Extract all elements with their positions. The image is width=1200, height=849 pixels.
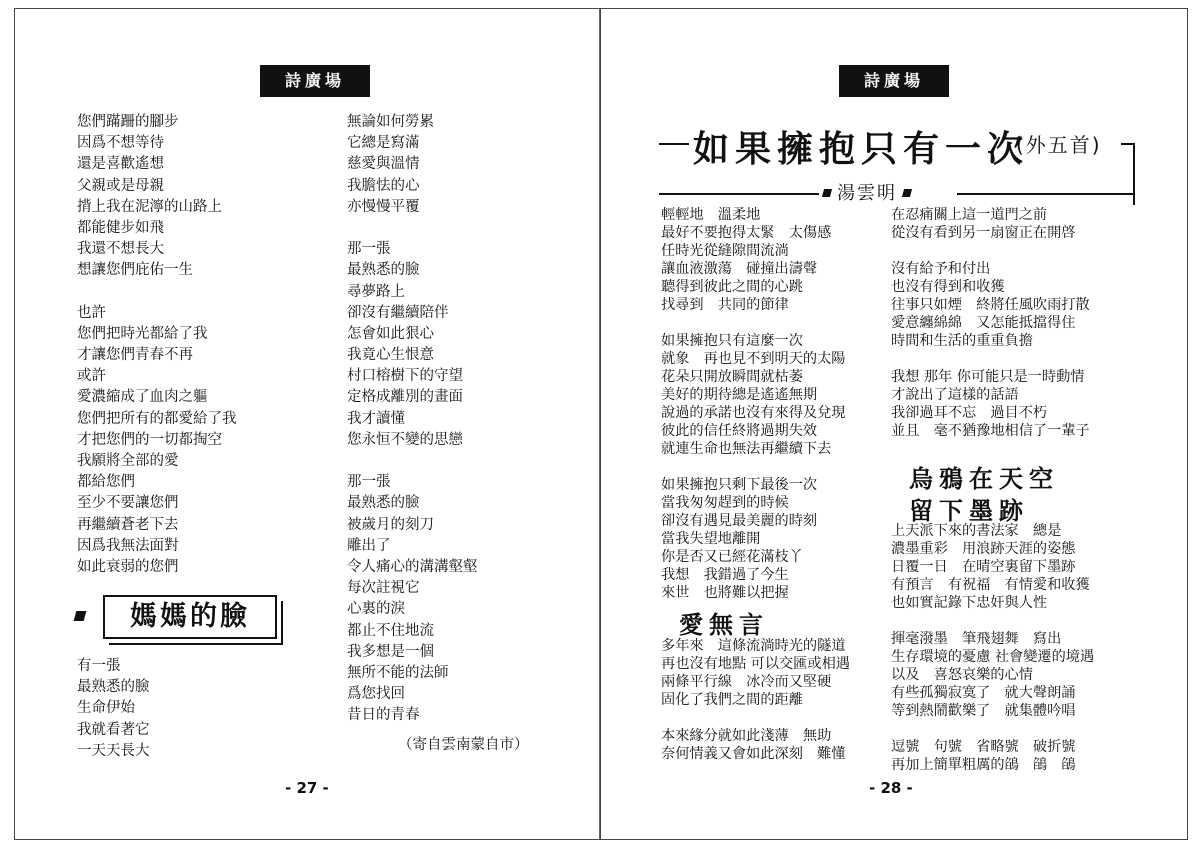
stanza bbox=[661, 332, 845, 458]
poem-line: 都止不住地流 bbox=[347, 622, 434, 639]
poem-line: 兩條平行線 冰冷而又堅硬 bbox=[661, 674, 832, 690]
poem-line: 有一張 bbox=[77, 658, 121, 674]
poem-line: 來世 也將難以把握 bbox=[661, 585, 789, 601]
poem-line: 我多想是一個 bbox=[347, 643, 434, 660]
poem-line: 上天派下來的書法家 總是 bbox=[891, 523, 1062, 539]
poem-line: 再加上簡單粗厲的鵮 鵮 鵮 bbox=[891, 757, 1076, 773]
title-rule-right bbox=[1121, 143, 1133, 145]
poem-line: 本來緣分就如此淺薄 無助 bbox=[661, 728, 832, 744]
poem-line: 尋夢路上 bbox=[347, 283, 405, 300]
poem-line: 一天天長大 bbox=[77, 742, 150, 759]
poem-line: 至少不要讓您們 bbox=[77, 495, 179, 512]
bullet-mark bbox=[74, 611, 87, 621]
stanza bbox=[891, 206, 1090, 242]
poem-line: 我才讀懂 bbox=[347, 410, 405, 427]
right-column-1 bbox=[661, 206, 845, 602]
poem-line: 我膽怯的心 bbox=[347, 177, 420, 194]
poem-line: 輕輕地 溫柔地 bbox=[661, 207, 761, 223]
page-number: - 28 - bbox=[869, 779, 913, 797]
stanza bbox=[891, 630, 1094, 720]
poem-line: 聽得到彼此之間的心跳 bbox=[661, 279, 803, 295]
poem-line: 濃墨重彩 用浪跡天涯的姿態 bbox=[891, 541, 1076, 557]
left-column-1 bbox=[77, 112, 237, 578]
title-rule-vertical bbox=[1133, 143, 1135, 205]
poem-line: 日覆一日 在晴空裏留下墨跡 bbox=[891, 559, 1076, 575]
poem-line: 當我失望地離開 bbox=[661, 531, 761, 547]
poem-line: 心裏的淚 bbox=[347, 601, 405, 618]
author-rule-right bbox=[957, 193, 1133, 195]
section-tag: 詩廣場 bbox=[839, 65, 949, 97]
author-rule-left bbox=[659, 193, 819, 195]
author-name: 湯雲明 bbox=[823, 179, 911, 205]
poem-line: 您們把時光都給了我 bbox=[77, 325, 208, 342]
poem-line: 想讓您們庇佑一生 bbox=[77, 262, 193, 279]
stanza bbox=[661, 727, 850, 763]
poem-line: 從沒有看到另一扇窗正在開啓 bbox=[891, 225, 1076, 241]
poem-line: 我還不想長大 bbox=[77, 241, 164, 258]
poem-line: 或許 bbox=[77, 368, 106, 385]
poem-line: 再也沒有地點 可以交匯或相遇 bbox=[661, 656, 850, 672]
poem3-title-line1: 烏鴉在天空 bbox=[909, 464, 1059, 493]
poem-line: 每次註視它 bbox=[347, 580, 420, 597]
poem-line: 卻沒有繼續陪伴 bbox=[347, 304, 449, 321]
poem-line: 就象 再也見不到明天的太陽 bbox=[661, 351, 846, 367]
poem-line: 固化了我們之間的距離 bbox=[661, 692, 803, 708]
poem-line: 您永恒不變的思戀 bbox=[347, 431, 463, 448]
poem-line: 父親或是母親 bbox=[77, 177, 164, 194]
poem-line: 就連生命也無法再繼續下去 bbox=[661, 441, 832, 457]
stanza bbox=[891, 738, 1094, 774]
poem-line: 找尋到 共同的節律 bbox=[661, 297, 789, 313]
poem-line: 村口榕樹下的守望 bbox=[347, 368, 463, 385]
poem-line: 再繼續蒼老下去 bbox=[77, 516, 179, 533]
poem-line: 才讓您們青春不再 bbox=[77, 347, 193, 364]
poem-line: 揮毫潑墨 筆飛翅舞 寫出 bbox=[891, 631, 1062, 647]
poem-line: 我就看著它 bbox=[77, 721, 150, 738]
poem-line: 怎會如此狠心 bbox=[347, 325, 434, 342]
stanza bbox=[661, 206, 845, 314]
poem-line: 被歲月的刻刀 bbox=[347, 516, 434, 533]
poem-line: 我想 那年 你可能只是一時動情 bbox=[891, 369, 1085, 385]
poem-line: 時間和生活的重重負擔 bbox=[891, 333, 1033, 349]
title-rule-left bbox=[659, 143, 689, 145]
poem-line: 也沒有得到和收獲 bbox=[891, 279, 1005, 295]
poem-line: 我竟心生恨意 bbox=[347, 347, 434, 364]
poem-line: 揹上我在泥濘的山路上 bbox=[77, 198, 222, 215]
right-column-1-bottom bbox=[661, 637, 850, 763]
poem-line: 無論如何勞累 bbox=[347, 114, 434, 130]
poem-line: 也許 bbox=[77, 304, 106, 321]
stanza bbox=[77, 656, 150, 762]
poem-line: 那一張 bbox=[347, 241, 391, 258]
poem-line: 最熟悉的臉 bbox=[347, 262, 420, 279]
poem-line: 它總是寫滿 bbox=[347, 135, 420, 152]
poem-line: 我願將全部的愛 bbox=[77, 453, 179, 469]
poem-line: 無所不能的法師 bbox=[347, 664, 449, 681]
section-tag: 詩廣場 bbox=[260, 65, 370, 97]
left-column-2 bbox=[347, 112, 478, 726]
poem-line: 花朵只開放瞬間就枯萎 bbox=[661, 369, 803, 385]
poem-line: 沒有給予和付出 bbox=[891, 261, 991, 277]
stanza bbox=[347, 112, 478, 218]
poem-line: 以及 喜怒哀樂的心情 bbox=[891, 667, 1033, 683]
stanza bbox=[661, 637, 850, 709]
right-page bbox=[600, 8, 1188, 840]
poem-line: 在忍痛關上這一道門之前 bbox=[891, 207, 1048, 223]
poem-line: 逗號 句號 省略號 破折號 bbox=[891, 739, 1076, 755]
poem-title-extra: (外五首) bbox=[1016, 133, 1102, 157]
bullet-mark bbox=[902, 189, 912, 197]
poem-line: 往事只如煙 終將任風吹雨打散 bbox=[891, 297, 1090, 313]
poem-line: 令人痛心的溝溝壑壑 bbox=[347, 558, 478, 575]
stanza bbox=[347, 239, 478, 451]
poem-line: 有預言 有祝福 有情愛和收獲 bbox=[891, 577, 1090, 593]
poem-line: 如果擁抱只剩下最後一次 bbox=[661, 477, 818, 493]
poem-line: 有些孤獨寂寞了 就大聲朗誦 bbox=[891, 685, 1076, 701]
poem-line: 最熟悉的臉 bbox=[77, 679, 150, 696]
poem-line: 我卻過耳不忘 過目不朽 bbox=[891, 405, 1048, 421]
poem-line: 才把您們的一切都掏空 bbox=[77, 431, 222, 448]
poem-line: 亦慢慢平覆 bbox=[347, 198, 420, 215]
poem-line: 愛意纏綿綿 又怎能抵擋得住 bbox=[891, 315, 1076, 331]
poem-line: 如此衰弱的您們 bbox=[77, 558, 179, 575]
poem-line: 卻沒有遇見最美麗的時刻 bbox=[661, 513, 818, 529]
poem-line: 生存環境的憂慮 社會變遷的境遇 bbox=[891, 649, 1095, 665]
poem-line: 等到熱鬧歡樂了 就集體吟唱 bbox=[891, 703, 1076, 719]
right-column-2-bottom bbox=[891, 522, 1094, 774]
poem-line: 並且 毫不猶豫地相信了一輩子 bbox=[891, 423, 1090, 439]
poem-line: 任時光從縫隙間流淌 bbox=[661, 243, 789, 259]
stanza bbox=[891, 260, 1090, 350]
poem-line: 最好不要抱得太緊 太傷感 bbox=[661, 225, 832, 241]
poem3-title-line2: 留下墨跡 bbox=[909, 496, 1029, 525]
poem-line: 還是喜歡遙想 bbox=[77, 156, 164, 173]
poem-line: 最熟悉的臉 bbox=[347, 495, 420, 512]
poem-line: 定格成離別的畫面 bbox=[347, 389, 463, 406]
poem-line: 您們蹣跚的腳步 bbox=[77, 114, 179, 130]
poem2-title: 愛無言 bbox=[679, 610, 769, 639]
poem-line: 雕出了 bbox=[347, 537, 391, 554]
poem-line: 生命伊始 bbox=[77, 700, 135, 717]
poem-line: 也如實記錄下忠奸與人性 bbox=[891, 595, 1048, 611]
poem-title: 如果擁抱只有一次 bbox=[693, 128, 1030, 170]
poem-line: 愛濃縮成了血肉之軀 bbox=[77, 389, 208, 406]
stanza bbox=[661, 476, 845, 602]
left-column-1-bottom bbox=[77, 656, 150, 762]
right-column-2 bbox=[891, 206, 1090, 440]
poem-line: 彼此的信任終將過期失效 bbox=[661, 423, 818, 439]
poem-line: 美好的期待總是遙遙無期 bbox=[661, 387, 818, 403]
poem-line: 都能健步如飛 bbox=[77, 219, 164, 236]
poem-line: 才說出了這樣的話語 bbox=[891, 387, 1019, 403]
left-page bbox=[14, 8, 600, 840]
poem-line: 當我匆匆趕到的時候 bbox=[661, 495, 789, 511]
stanza bbox=[77, 112, 237, 282]
credit-line: （寄自雲南蒙自市） bbox=[398, 737, 529, 753]
poem-line: 奈何情義又會如此深刻 難懂 bbox=[661, 746, 846, 762]
poem-line: 爲您找回 bbox=[347, 686, 405, 703]
poem-subtitle: 媽媽的臉 bbox=[103, 595, 277, 639]
poem-line: 說過的承諾也沒有來得及兌現 bbox=[661, 405, 846, 421]
poem-line: 因爲我無法面對 bbox=[77, 537, 179, 554]
poem-line: 都給您們 bbox=[77, 474, 135, 491]
poem-line: 多年來 這條流淌時光的隧道 bbox=[661, 638, 846, 654]
poem-line: 那一張 bbox=[347, 474, 391, 491]
poem-line: 你是否又已經花滿枝丫 bbox=[661, 549, 803, 565]
poem-line: 昔日的青春 bbox=[347, 707, 420, 724]
page-number: - 27 - bbox=[285, 779, 329, 797]
poem-line: 讓血液激蕩 碰撞出濤聲 bbox=[661, 261, 818, 277]
stanza bbox=[891, 522, 1094, 612]
poem-line: 我想 我錯過了今生 bbox=[661, 567, 789, 583]
poem-line: 您們把所有的都愛給了我 bbox=[77, 410, 237, 427]
stanza bbox=[347, 472, 478, 726]
poem-line: 慈愛與溫情 bbox=[347, 156, 420, 173]
bullet-mark bbox=[822, 189, 832, 197]
poem-line: 如果擁抱只有這麼一次 bbox=[661, 333, 803, 349]
stanza bbox=[77, 303, 237, 578]
poem-line: 因爲不想等待 bbox=[77, 135, 164, 152]
stanza bbox=[891, 368, 1090, 440]
